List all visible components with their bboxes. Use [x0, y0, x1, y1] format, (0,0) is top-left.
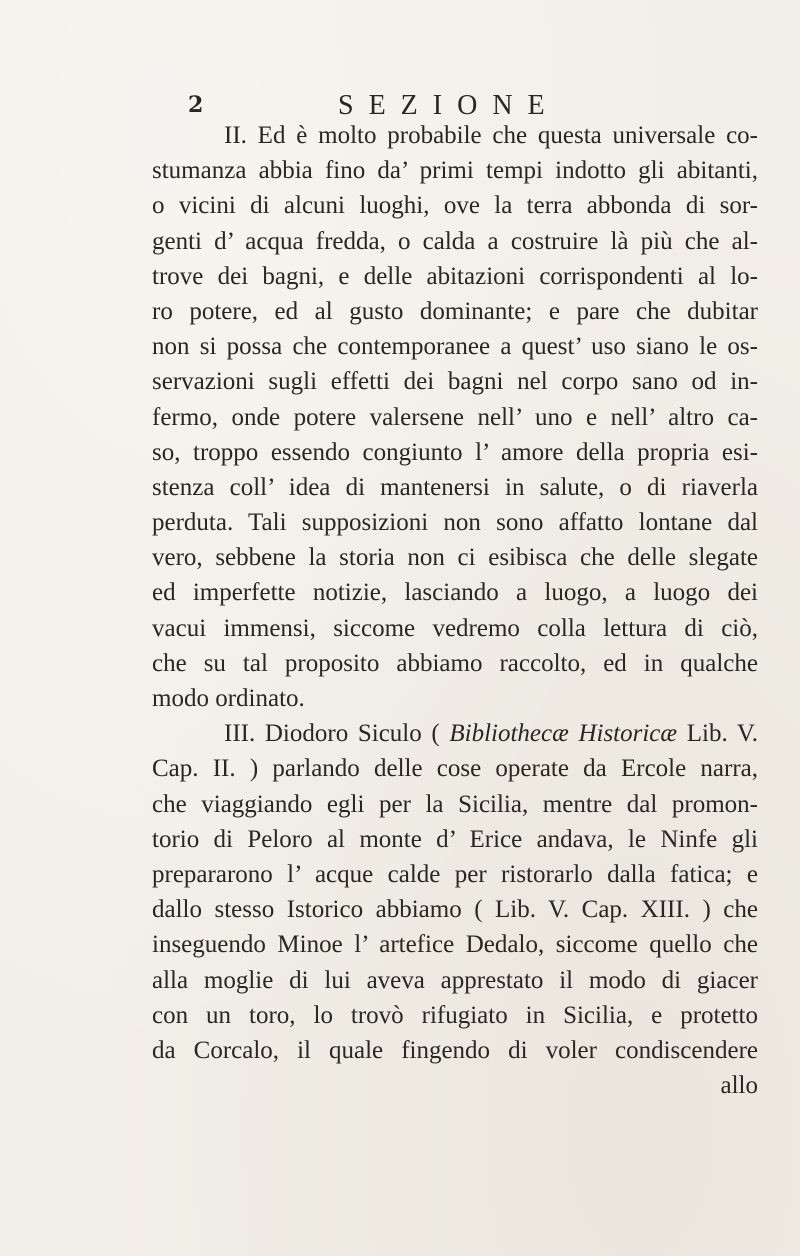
text-line: o vicini di alcuni luoghi, ove la terra abbonda di sor-: [152, 192, 758, 220]
text-line: non si possa che contemporanee a quest’ uso siano le os-: [152, 333, 758, 361]
italic-title: Bibliothecæ Historicæ: [449, 720, 678, 748]
catchword: allo: [720, 1072, 758, 1100]
text-line: vero, sebbene la storia non ci esibisca che delle slegate: [152, 544, 758, 572]
text-line: alla moglie di lui aveva apprestato il modo di giacer: [152, 966, 758, 994]
body-text: [152, 118, 758, 1103]
text-line: da Corcalo, il quale fingendo di voler condiscendere: [152, 1036, 758, 1064]
text-line: dallo stesso Istorico abbiamo ( Lib. V. Cap. XIII. ) che: [152, 896, 758, 924]
text-run: III. Diodoro Siculo (: [224, 720, 450, 748]
text-line: trove dei bagni, e delle abitazioni corrispondenti al lo-: [152, 262, 758, 290]
text-line: Cap. II. ) parlando delle cose operate da Ercole narra,: [152, 755, 758, 783]
text-line: con un toro, lo trovò rifugiato in Sicilia, e protetto: [152, 1001, 758, 1029]
text-line: stumanza abbia fino da’ primi tempi indotto gli abitanti,: [152, 157, 758, 185]
text-line: che su tal proposito abbiamo raccolto, ed in qualche: [152, 649, 758, 677]
text-line: ro potere, ed al gusto dominante; e pare che dubitar: [152, 297, 758, 325]
section-title: SEZIONE: [338, 90, 560, 121]
text-run: Lib. V.: [677, 720, 758, 748]
text-line: vacui immensi, siccome vedremo colla lettura di ciò,: [152, 614, 758, 642]
text-line: [152, 716, 758, 751]
text-line: ed imperfette notizie, lasciando a luogo, a luogo dei: [152, 579, 758, 607]
text-line: torio di Peloro al monte d’ Erice andava, le Ninfe gli: [152, 825, 758, 853]
text-line: modo ordinato.: [152, 685, 305, 712]
text-line: II. Ed è molto probabile che questa universale co-: [224, 122, 758, 149]
text-line: inseguendo Minoe l’ artefice Dedalo, siccome quello che: [152, 931, 758, 959]
text-line: stenza coll’ idea di mantenersi in salute, o di riaverla: [152, 473, 758, 501]
text-line: fermo, onde potere valersene nell’ uno e nell’ altro ca-: [152, 403, 758, 431]
text-line: prepararono l’ acque calde per ristorarlo dalla fatica; e: [152, 860, 758, 888]
text-line: perduta. Tali supposizioni non sono affatto lontane dal: [152, 509, 758, 537]
page-number: 2: [188, 92, 204, 118]
text-line: so, troppo essendo congiunto l’ amore della propria esi-: [152, 438, 758, 466]
text-line: che viaggiando egli per la Sicilia, mentre dal promon-: [152, 790, 758, 818]
text-line: genti d’ acqua fredda, o calda a costruire là più che al-: [152, 227, 758, 255]
text-line: servazioni sugli effetti dei bagni nel corpo sano od in-: [152, 368, 758, 396]
